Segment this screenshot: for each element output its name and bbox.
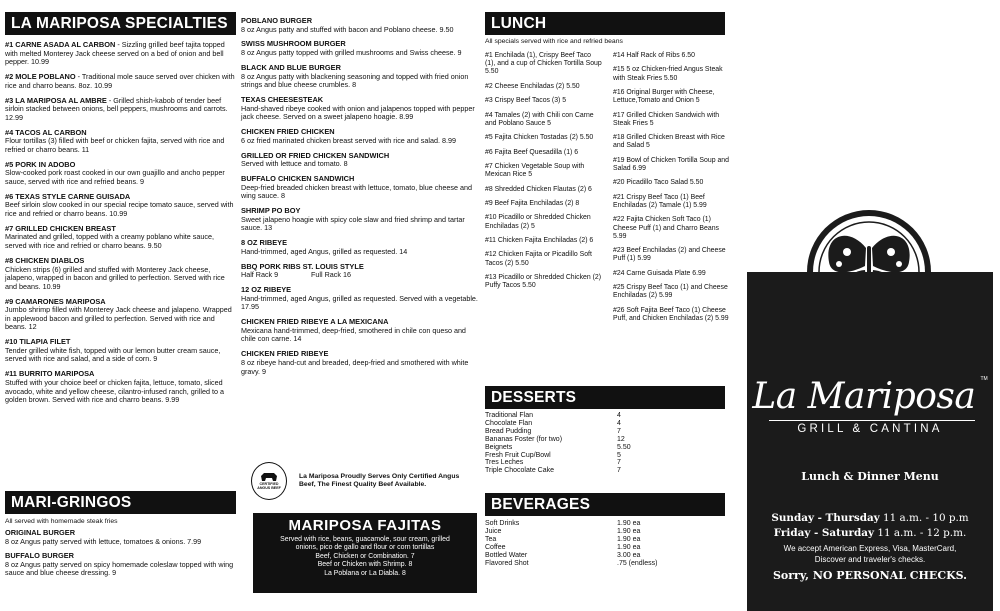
hours-fri-sat-days: Friday - Saturday: [773, 527, 875, 539]
price-row: [485, 452, 725, 460]
menu-item: [5, 193, 236, 219]
menu-item-name: BBQ PORK RIBS ST. LOUIS STYLE: [241, 261, 364, 271]
cards-line-1: We accept American Express, Visa, MasterCard,: [783, 544, 957, 553]
lunch-item: #13 Picadillo or Shredded Chicken (2) Puffy Tacos 5.50: [485, 273, 602, 290]
price-row-price: .75 (endless): [617, 559, 658, 567]
beverages-list: [485, 520, 725, 567]
hours-fri-sat: [747, 527, 993, 539]
menu-item: [5, 73, 236, 90]
menu-item: [241, 350, 479, 376]
lunch-item: #23 Beef Enchiladas (2) and Cheese Puff (1) 5.99: [613, 247, 726, 263]
lunch-item: #7 Chicken Vegetable Soup with Mexican Rice 5: [485, 162, 585, 179]
price-row-name: Chocolate Flan: [485, 419, 533, 427]
lunch-note: All specials served with rice and refried beans: [485, 38, 623, 45]
fajitas-line: La Poblana or La Diabla. 8: [324, 569, 406, 577]
menu-item-name: #1 CARNE ASADA AL CARBON: [5, 40, 116, 49]
menu-item: [241, 64, 479, 90]
menu-item-desc: Stuffed with your choice beef or chicken fajita, lettuce, tomato, sliced avocado, white and yellow cheese, cilantro-infused ranch, grilled to a golden brown. Served with rice and charro beans. 9.99: [5, 377, 224, 405]
lunch-item: #18 Grilled Chicken Breast with Rice and Salad 5: [613, 134, 725, 150]
menu-item-name: BLACK AND BLUE BURGER: [241, 62, 341, 72]
price-row-price: 1.90 ea: [617, 543, 641, 551]
price-row-name: Triple Chocolate Cake: [485, 467, 554, 475]
menu-item-desc: Flour tortillas (3) filled with beef or chicken fajita, served with rice and refried or charro beans. 11: [5, 136, 225, 154]
menu-item-name: #7 GRILLED CHICKEN BREAST: [5, 223, 116, 233]
price-row: [485, 528, 725, 536]
gringos-list: [5, 529, 236, 578]
menu-item-name: POBLANO BURGER: [241, 16, 313, 25]
menu-item: [241, 263, 479, 280]
menu-item-name: #10 TILAPIA FILET: [5, 337, 71, 347]
gringos-note: All served with homemade steak fries: [5, 518, 118, 525]
menu-item-desc: Served with lettuce and tomato. 8: [241, 159, 348, 169]
price-row-name: Bananas Foster (for two): [485, 435, 563, 443]
angus-logo: [251, 462, 287, 500]
menu-item-name: SWISS MUSHROOM BURGER: [241, 39, 346, 49]
brand-rule: [769, 420, 975, 421]
hours-fri-sat-time: 11 a.m. - 12 p.m.: [874, 527, 967, 539]
lunch-item: #20 Picadillo Taco Salad 5.50: [613, 179, 704, 187]
lunch-item: #2 Cheese Enchiladas (2) 5.50: [485, 82, 580, 90]
menu-item-desc: 8 oz Angus patty with blackening seasoning and topped with fried onion strings and blue cheese crumbles. 8: [241, 71, 469, 90]
menu-item: [241, 17, 479, 34]
price-row-price: 12: [617, 435, 625, 443]
lunch-item: #4 Tamales (2) with Chili con Carne and Poblano Sauce 5: [485, 111, 594, 127]
menu-item-name: CHICKEN FRIED RIBEYE: [241, 349, 329, 359]
fajitas-lines: [253, 536, 477, 578]
lunch-item: #17 Grilled Chicken Sandwich with Steak Fries 5: [613, 111, 720, 127]
lunch-item: #9 Beef Fajita Enchiladas (2) 8: [485, 199, 580, 207]
price-row-name: Coffee: [485, 543, 506, 551]
price-row: [485, 560, 725, 568]
lunch-item: #10 Picadillo or Shredded Chicken Enchiladas (2) 5: [485, 214, 591, 230]
price-row-price: 3.00 ea: [617, 551, 641, 559]
menu-item-desc: - Grilled shish-kabob of tender beef sirloin stacked between onions, bell peppers, mushrooms and carrots. 12.99: [5, 95, 228, 122]
burgers-list: [241, 17, 479, 376]
menu-item-desc: Half Rack 9: [241, 270, 279, 280]
lunch-item: #12 Chicken Fajita or Picadillo Soft Tacos (2) 5.50: [485, 251, 592, 267]
brand-tm: TM: [980, 376, 988, 382]
beverages-header: BEVERAGES: [485, 493, 725, 516]
menu-item-name: CHICKEN FRIED CHICKEN: [241, 127, 335, 137]
price-row-name: Fresh Fruit Cup/Bowl: [485, 451, 551, 459]
angus-note: La Mariposa Proudly Serves Only Certified Angus Beef, The Finest Quality Beef Available.: [299, 472, 460, 488]
lunch-left-list: [485, 52, 603, 329]
angus-block: [251, 462, 479, 500]
menu-item-name: #11 BURRITO MARIPOSA: [5, 369, 95, 379]
price-row-name: Soft Drinks: [485, 520, 520, 527]
hours-sun-thu-days: Sunday - Thursday: [771, 512, 880, 524]
lunch-item: #1 Enchilada (1), Crispy Beef Taco (1), and a cup of Chicken Tortilla Soup 5.50: [485, 52, 602, 76]
menu-item-name: #4 TACOS AL CARBON: [5, 127, 87, 137]
menu-item: [5, 370, 236, 404]
menu-item-desc: Hand-trimmed, aged Angus, grilled as requested. Served with a vegetable. 17.95: [241, 293, 478, 312]
price-row: [485, 536, 725, 544]
price-row-price: 1.90 ea: [617, 527, 641, 535]
lunch-grid: [485, 52, 731, 329]
price-row-name: Tea: [485, 535, 497, 543]
fajitas-line: Served with rice, beans, guacamole, sour cream, grilled: [280, 536, 450, 543]
price-row-name: Traditional Flan: [485, 412, 533, 419]
column-specialties: [5, 0, 236, 578]
menu-item-name: #2 MOLE POBLANO: [5, 72, 76, 82]
fajitas-line: onions, pico de gallo and flour or corn tortillas: [295, 544, 435, 552]
menu-item: [5, 338, 236, 364]
menu-item-name: 8 OZ RIBEYE: [241, 238, 287, 248]
price-row-name: Bread Pudding: [485, 427, 532, 435]
menu-item: [5, 97, 236, 123]
menu-title: Lunch & Dinner Menu: [801, 470, 939, 483]
price-row: [485, 552, 725, 560]
menu-item: [241, 318, 479, 344]
price-row-name: Tres Leches: [485, 459, 524, 467]
menu-item-desc: 8 oz Angus patty and stuffed with bacon and Poblano cheese. 9.50: [241, 24, 454, 34]
menu-item-name: BUFFALO CHICKEN SANDWICH: [241, 174, 355, 184]
brand-name: La Mariposa: [752, 376, 976, 417]
lunch-item: #6 Fajita Beef Quesadilla (1) 6: [485, 148, 579, 156]
price-row-price: 5.50: [617, 443, 631, 451]
menu-item: [5, 552, 236, 578]
lunch-item: #15 5 oz Chicken-fried Angus Steak with Steak Fries 5.50: [613, 66, 723, 82]
price-row-price: 1.90 ea: [617, 535, 641, 543]
lunch-item: #5 Fajita Chicken Tostadas (2) 5.50: [485, 134, 594, 142]
menu-item-name: BUFFALO BURGER: [5, 551, 74, 561]
angus-logo-text: CERTIFIED ANGUS BEEF: [257, 482, 281, 490]
lunch-item: #3 Crispy Beef Tacos (3) 5: [485, 97, 567, 105]
specialties-header: LA MARIPOSA SPECIALTIES: [5, 12, 236, 35]
brand-panel: [747, 272, 993, 611]
price-row-name: Beignets: [485, 443, 513, 451]
menu-item-desc: Hand-shaved ribeye cooked with onion and jalapenos topped with pepper jack cheese. Served on a sweet jalapeno hoagie. 8.99: [241, 103, 475, 122]
price-row-price: 7: [617, 427, 621, 435]
lunch-item: #11 Chicken Fajita Enchiladas (2) 6: [485, 236, 594, 244]
price-row-price: 4: [617, 412, 621, 419]
menu-item-desc: Marinated and grilled, topped with a creamy poblano white sauce, served with rice and refried or charro beans. 9.50: [5, 232, 214, 251]
menu-item: [241, 128, 479, 145]
menu-item-desc: Mexicana hand-trimmed, deep-fried, smothered in chile con queso and chile con carne. 14: [241, 325, 466, 344]
menu-item-name: #3 LA MARIPOSA AL AMBRE: [5, 95, 107, 105]
price-row-price: 7: [617, 467, 621, 475]
fajitas-line: Beef or Chicken with Shrimp. 8: [317, 561, 413, 569]
hours-sun-thu: [747, 512, 993, 524]
lunch-item: #8 Shredded Chicken Flautas (2) 6: [485, 185, 592, 193]
column-burgers: [241, 0, 479, 577]
menu-item-desc: Sweet jalapeno hoagie with spicy cole slaw and fried shrimp and tartar sauce. 13: [241, 214, 465, 233]
price-row: [485, 520, 725, 528]
price-row: [485, 444, 725, 452]
menu-item-name: ORIGINAL BURGER: [5, 528, 76, 537]
menu-item: [241, 96, 479, 122]
butterfly-emblem: [747, 0, 993, 280]
menu-item-name: #9 CAMARONES MARIPOSA: [5, 296, 106, 306]
menu-item: [241, 239, 479, 256]
menu-item: [241, 207, 479, 233]
price-row-name: Juice: [485, 527, 502, 535]
fajitas-title: MARIPOSA FAJITAS: [288, 517, 442, 534]
price-row-price: 5: [617, 451, 621, 459]
menu-item-desc: - Sizzling grilled beef tajita topped with melted Monterey Jack cheese served on a bed of onion and bell pepper. 10.99: [5, 40, 225, 67]
menu-item-desc: 6 oz fried marinated chicken breast served with rice and salad. 8.99: [241, 135, 456, 145]
menu-item-desc: 8 oz Angus patty served with lettuce, tomatoes & onions. 7.99: [5, 536, 202, 546]
price-row-price: 4: [617, 419, 621, 427]
menu-item: [5, 161, 236, 187]
specialties-list: [5, 41, 236, 405]
price-row-price: 7: [617, 459, 621, 467]
menu-item-desc: Jumbo shrimp filled with Monterey Jack cheese and jalapeno. Wrapped in applewood bacon and grilled to perfection. Served with rice and beans. 12: [5, 305, 232, 332]
menu-item-name: CHICKEN FRIED RIBEYE A LA MEXICANA: [241, 317, 389, 327]
menu-item: [5, 257, 236, 291]
price-row: [485, 420, 725, 428]
price-row: [485, 428, 725, 436]
lunch-item: #14 Half Rack of Ribs 6.50: [613, 52, 695, 59]
menu-item-desc: 8 oz Angus patty topped with grilled mushrooms and Swiss cheese. 9: [241, 48, 462, 58]
desserts-list: [485, 412, 725, 475]
gringos-header: MARI-GRINGOS: [5, 491, 236, 514]
menu-item-name: 12 OZ RIBEYE: [241, 285, 292, 295]
lunch-right-list: [613, 52, 731, 329]
menu-item-desc: Chicken strips (6) grilled and stuffed with Monterey Jack cheese, jalapeno, wrapped in bacon and grilled to perfection. Served with rice and beans. 10.99: [5, 264, 225, 291]
lunch-item: #22 Fajita Chicken Soft Taco (1) Cheese Puff (1) and Charro Beans 5.99: [613, 216, 719, 240]
menu-item: [241, 40, 479, 57]
lunch-item: #25 Crispy Beef Taco (1) and Cheese Enchiladas (2) 5.99: [613, 284, 728, 300]
menu-item: [241, 175, 479, 201]
menu-item: [241, 286, 479, 312]
menu-item: [241, 152, 479, 169]
lunch-item: #26 Soft Fajita Beef Taco (1) Cheese Puff, and Chicken Enchiladas (2) 5.99: [613, 306, 729, 322]
price-row: [485, 412, 725, 420]
menu-item-name: GRILLED OR FRIED CHICKEN SANDWICH: [241, 150, 390, 160]
menu-item-desc: Tender grilled white fish, topped with our lemon butter cream sauce, served with rice and salad, and a side of corn. 9: [5, 345, 221, 364]
price-row-name: Bottled Water: [485, 551, 528, 559]
lunch-item: #24 Carne Guisada Plate 6.99: [613, 269, 706, 277]
price-row: [485, 467, 725, 475]
price-row-price: 1.90 ea: [617, 520, 641, 527]
price-row: [485, 544, 725, 552]
brand-subtitle: GRILL & CANTINA: [797, 423, 943, 435]
menu-item-name: #6 TEXAS STYLE CARNE GUISADA: [5, 191, 131, 201]
column-lunch: [485, 0, 731, 567]
price-row: [485, 459, 725, 467]
price-row: [485, 436, 725, 444]
column-brand: [747, 0, 993, 611]
desserts-header: DESSERTS: [485, 386, 725, 409]
menu-item-desc: Hand-trimmed, aged Angus, grilled as requested. 14: [241, 246, 408, 256]
price-row-name: Flavored Shot: [485, 559, 529, 567]
menu-item-desc: Slow-cooked pork roast cooked in our own guajillo and ancho pepper sauce, served with rice and refried beans. 9: [5, 168, 225, 186]
fajitas-box: [253, 513, 477, 593]
menu-item-name: SHRIMP PO BOY: [241, 206, 301, 216]
menu-item: [5, 529, 236, 546]
menu-item-desc: 8 oz ribeye hand-cut and breaded, deep-fried and smothered with white gravy. 9: [241, 357, 469, 376]
fajitas-line: Beef, Chicken or Combination. 7: [315, 552, 415, 560]
lunch-item: #16 Original Burger with Cheese, Lettuce,Tomato and Onion 5: [613, 88, 715, 105]
menu-item-name: TEXAS CHEESESTEAK: [241, 95, 324, 105]
menu-item: [5, 225, 236, 251]
menu-item-name: #5 PORK IN ADOBO: [5, 159, 76, 169]
menu-item-desc: - Traditional mole sauce served over chicken with rice and charro beans. 8oz. 10.99: [5, 72, 235, 90]
menu-item-desc: Beef sirloin slow cooked in our special recipe tomato sauce, served with rice and refried or charro beans. 10.99: [5, 200, 234, 218]
menu-item-desc: Deep-fried breaded chicken breast with lettuce, tomato, blue cheese and wing sauce. 8: [241, 182, 472, 201]
menu-item: [5, 298, 236, 332]
menu-item-name: #8 CHICKEN DIABLOS: [5, 255, 85, 265]
menu-item-desc-2: Full Rack 16: [311, 270, 351, 280]
no-checks: Sorry, NO PERSONAL CHECKS.: [772, 569, 968, 582]
hours-sun-thu-time: 11 a.m. - 10 p.m: [879, 512, 969, 524]
lunch-item: #19 Bowl of Chicken Tortilla Soup and Salad 6.99: [613, 156, 729, 172]
menu-item: [5, 41, 236, 67]
menu-item-desc: 8 oz Angus patty served on spicy homemade coleslaw topped with wing sauce and blue cheese dressing. 9: [5, 559, 234, 578]
lunch-item: #21 Crispy Beef Taco (1) Beef Enchiladas (2) Tamale (1) 5.99: [613, 193, 707, 209]
cards-line-2: Discover and traveler's checks.: [814, 555, 926, 564]
cow-icon: [260, 472, 278, 482]
lunch-header: LUNCH: [485, 12, 725, 35]
menu-item: [5, 129, 236, 155]
